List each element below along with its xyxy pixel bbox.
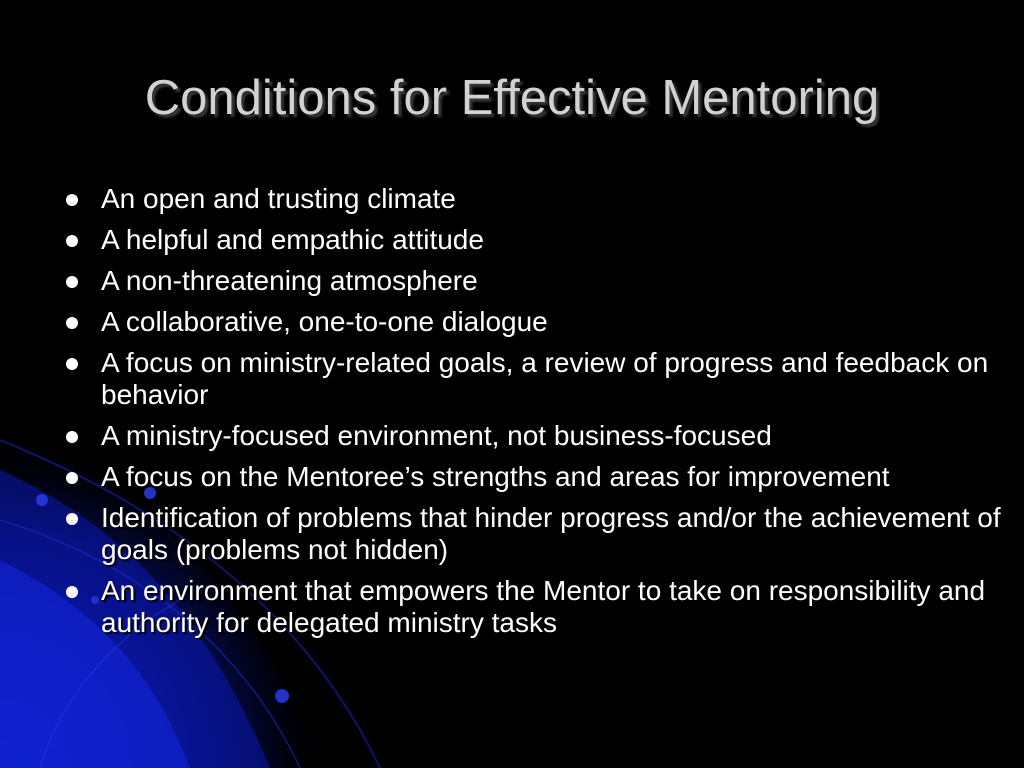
bullet-item <box>66 306 1006 338</box>
bullet-dot-icon <box>66 317 78 329</box>
bullet-dot-icon <box>66 235 78 247</box>
bullet-list <box>66 183 1006 648</box>
bullet-item <box>66 224 1006 256</box>
bullet-text: A ministry-focused environment, not business-focused <box>101 420 772 451</box>
bullet-text: Identification of problems that hinder progress and/or the achievement of goals (problems not hidden) <box>101 502 1001 565</box>
bullet-text: A focus on ministry-related goals, a review of progress and feedback on behavior <box>101 347 989 410</box>
bullet-item <box>66 265 1006 297</box>
bullet-dot-icon <box>66 358 78 370</box>
bullet-text: A focus on the Mentoree’s strengths and areas for improvement <box>101 461 890 492</box>
bullet-dot-icon <box>66 513 78 525</box>
slide-title: Conditions for Effective Mentoring <box>144 71 880 125</box>
bullet-item <box>66 502 1006 566</box>
bullet-item <box>66 183 1006 215</box>
bullet-dot-icon <box>66 586 78 598</box>
bullet-dot-icon <box>66 472 78 484</box>
bullet-item <box>66 461 1006 493</box>
bullet-text: A helpful and empathic attitude <box>101 224 484 255</box>
bullet-text: An open and trusting climate <box>101 183 456 214</box>
bullet-item <box>66 347 1006 411</box>
bullet-text: An environment that empowers the Mentor to take on responsibility and authority for delegated ministry tasks <box>101 575 986 638</box>
bullet-text: A collaborative, one-to-one dialogue <box>101 306 548 337</box>
bullet-item <box>66 420 1006 452</box>
bullet-dot-icon <box>66 276 78 288</box>
bullet-dot-icon <box>66 194 78 206</box>
bullet-item <box>66 575 1006 639</box>
bullet-text: A non-threatening atmosphere <box>101 265 478 296</box>
bullet-dot-icon <box>66 431 78 443</box>
